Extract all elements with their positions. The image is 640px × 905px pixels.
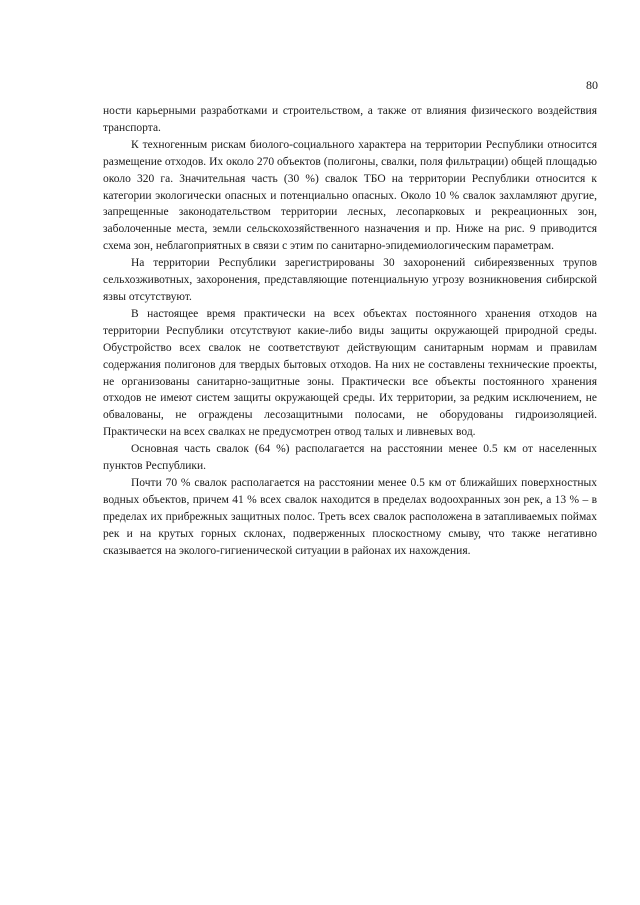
paragraph-distance-settlements: Основная часть свалок (64 %) располагается на расстоянии менее 0.5 км от населенных пунктов Республики. — [103, 443, 597, 473]
page-number: 80 — [586, 78, 598, 92]
paragraph-water-objects: Почти 70 % свалок располагается на расстоянии менее 0.5 км от ближайших поверхностных водных объектов, причем 41 % всех свалок находится в пределах водоохранных зон рек, а 13 % – в пределах их прибрежных защитных полос. Треть всех свалок расположена в затапливаемых поймах рек и на крутых горных склонах, подверженных плоскостному смыву, что также негативно сказывается на эколого-гигиенической ситуации в районах их нахождения. — [103, 476, 597, 557]
paragraph-storage-protection: В настоящее время практически на всех объектах постоянного хранения отходов на территории Республики отсутствуют какие-либо виды защиты окружающей природной среды. Обустройство всех свалок не соответствуют действующим санитарным нормам и правилам содержания полигонов для твердых бытовых отходов. На них не составлены технические проекты, не организованы санитарно-защитные зоны. Практически все объекты постоянного хранения отходов не имеют систем защиты окружающей среды. Их территории, за редким исключением, не обвалованы, не ограждены лесозащитными полосами, не оборудованы гидроизоляцией. Практически на всех свалках не предусмотрен отвод талых и ливневых вод. — [103, 307, 597, 439]
paragraph-waste-risks: К техногенным рискам биолого-социального характера на территории Республики относится размещение отходов. Их около 270 объектов (полигоны, свалки, поля фильтрации) общей площадью около 320 га. Значительная часть (30 %) свалок ТБО на территории Республики относится к категории экологически опасных и потенциально опасных. Около 10 % свалок захламляют другие, запрещенные законодательством территории лесных, лесопарковых и рекреационных зон, заболоченные места, земли сельскохозяйственного назначения и пр. Ниже на рис. 9 приводится схема зон, неблагоприятных в связи с этим по санитарно-эпидемиологическим параметрам. — [103, 138, 597, 253]
paragraph-anthrax-burials: На территории Республики зарегистрированы 30 захоронений сибиреязвенных трупов сельхозживотных, захоронения, представляющие потенциальную угрозу возникновения сибирской язвы отсутствуют. — [103, 257, 597, 303]
paragraph-continuation: ности карьерными разработками и строительством, а также от влияния физического воздействия транспорта. — [103, 105, 597, 134]
body-text — [103, 103, 597, 559]
